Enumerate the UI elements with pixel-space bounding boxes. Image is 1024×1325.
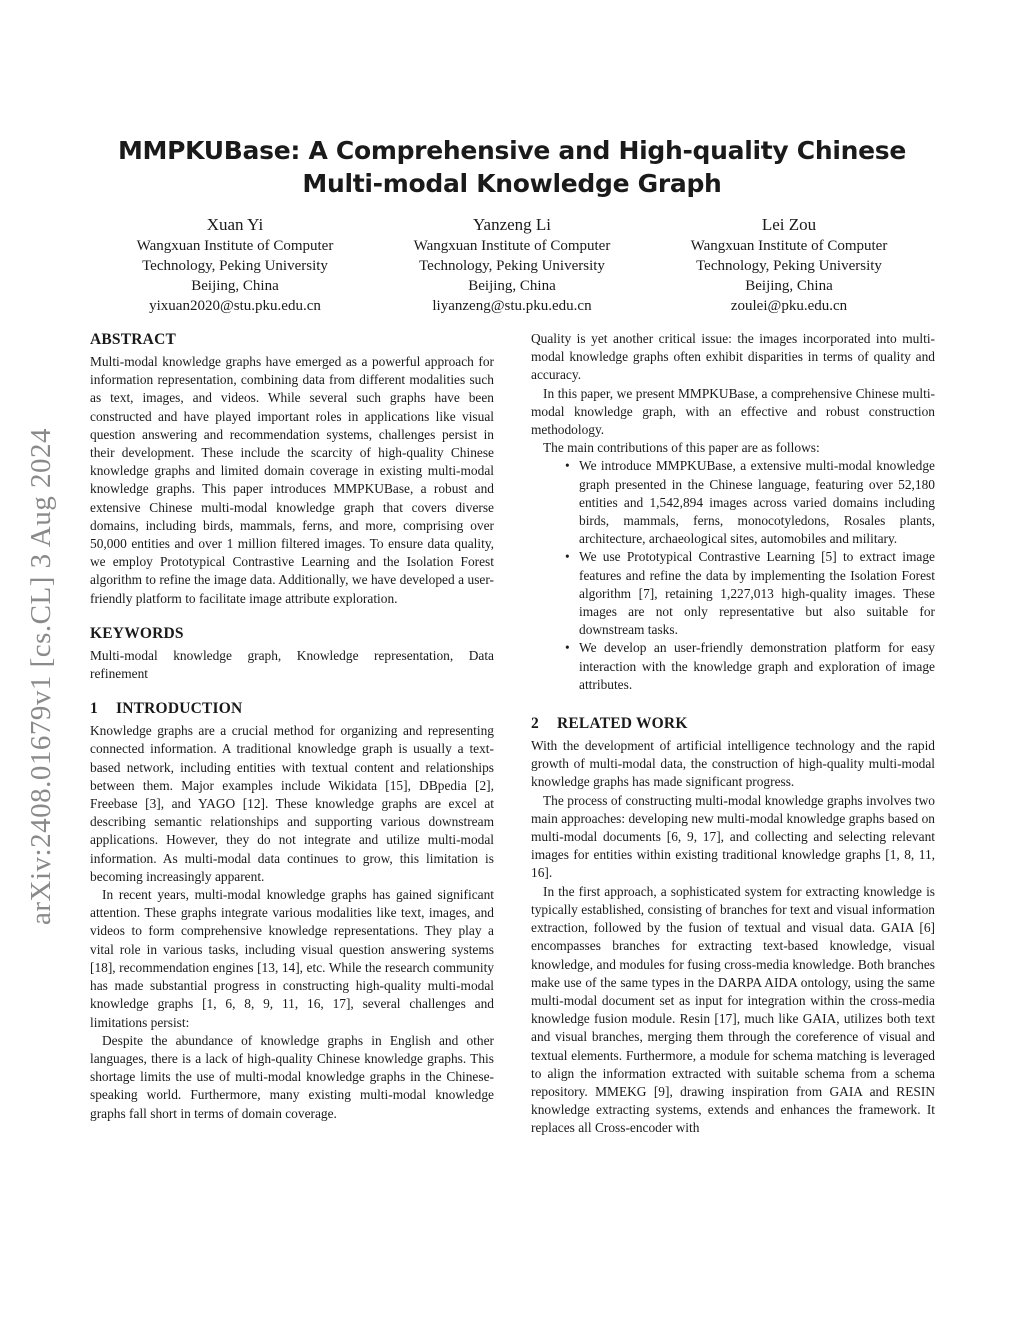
related-work-heading bbox=[531, 714, 935, 734]
author-affiliation: Technology, Peking University bbox=[419, 258, 605, 274]
author-email[interactable]: zoulei@pku.edu.cn bbox=[730, 298, 848, 314]
paragraph: In the first approach, a sophisticated system for extracting knowledge is typically established, consisting of branches for text and visual information extraction, followed by the fusion of textual and visual data. GAIA [6] encompasses branches for extracting text-based knowledge, visual knowledge, and modules for fusing cross-media knowledge. Both branches make use of the same types in the DARPA AIDA ontology, using the same multi-modal document set as input for integration within the cross-media knowledge fusion module. Resin [17], much like GAIA, utilizes both text and visual branches, merging them through the coreference of visual and textual elements. Furthermore, a module for schema matching is leveraged to align the information extracted with suitable schema from a schema repository. MMEKG [9], drawing inspiration from GAIA and RESIN knowledge extracting systems, extends and enhances the framework. It replaces all Cross-encoder with bbox=[531, 883, 935, 1136]
right-column bbox=[531, 330, 935, 1138]
keywords-text: Multi-modal knowledge graph, Knowledge representation, Data refinement bbox=[90, 647, 494, 682]
author-affiliation: Technology, Peking University bbox=[142, 258, 328, 274]
author-name: Lei Zou bbox=[761, 215, 817, 234]
paragraph: The process of constructing multi-modal knowledge graphs involves two main approaches: developing new multi-modal knowledge graphs based on multi-modal documents [6, 9, 17], and collecting and selecting relevant images for entities within existing traditional knowledge graphs [1, 8, 11, 16]. bbox=[531, 792, 935, 881]
list-item: • We introduce MMPKUBase, a extensive multi-modal knowledge graph presented in the Chinese language, featuring over 52,180 entities and 1,542,894 images across varied domains including birds, mammals, ferns, monocotyledons, Rosales plants, architecture, archaeological sites, automobiles and military. bbox=[579, 457, 935, 548]
author-affiliation: Wangxuan Institute of Computer bbox=[136, 238, 334, 254]
arxiv-identifier: arXiv:2408.01679v1 [cs.CL] 3 Aug 2024 bbox=[25, 428, 57, 925]
paragraph: In recent years, multi-modal knowledge graphs has gained significant attention. These graphs integrate various modalities like text, images, and videos to form comprehensive knowledge representations. They play a vital role in various tasks, including visual question answering systems [18], recommendation engines [13, 14], etc. While the research community has made substantial progress in constructing high-quality multi-modal knowledge graphs [1, 6, 8, 9, 11, 16, 17], several challenges and limitations persist: bbox=[90, 887, 494, 1030]
section-number: 2 bbox=[531, 715, 539, 733]
paper-title: MMPKUBase: A Comprehensive and High-quality Chinese Multi-modal Knowledge Graph bbox=[117, 136, 907, 198]
paragraph: With the development of artificial intelligence technology and the rapid growth of multi-modal data, the construction of high-quality multi-modal knowledge graphs has made significant progress. bbox=[531, 738, 935, 790]
contributions-list bbox=[531, 457, 935, 694]
author-location: Beijing, China bbox=[468, 278, 556, 294]
author-affiliation: Technology, Peking University bbox=[696, 258, 882, 274]
author-name: Yanzeng Li bbox=[472, 215, 552, 234]
author bbox=[654, 213, 924, 316]
paragraph: Knowledge graphs are a crucial method for organizing and representing connected information. A traditional knowledge graph is usually a text-based network, including entities with textual content and relationships between them. Major examples include Wikidata [15], DBpedia [2], Freebase [3], and YAGO [12]. These knowledge graphs are excel at describing semantic relationships and supporting various downstream applications. However, they do not integrate and utilize multi-modal information. As multi-modal data continues to grow, this limitation is becoming increasingly apparent. bbox=[90, 723, 494, 884]
author-block bbox=[100, 213, 924, 316]
list-item: • We use Prototypical Contrastive Learning [5] to extract image features and refine the data by implementing the Isolation Forest algorithm [7], retaining 1,227,013 high-quality images. These images are not only representative but also suitable for downstream tasks. bbox=[579, 548, 935, 639]
author-email[interactable]: liyanzeng@stu.pku.edu.cn bbox=[432, 298, 592, 314]
paragraph: Quality is yet another critical issue: the images incorporated into multi-modal knowledge graphs often exhibit disparities in terms of quality and accuracy. bbox=[531, 331, 935, 383]
section-number: 1 bbox=[90, 700, 98, 718]
author-location: Beijing, China bbox=[191, 278, 279, 294]
abstract-heading: ABSTRACT bbox=[90, 331, 177, 348]
paragraph: Despite the abundance of knowledge graphs in English and other languages, there is a lack of high-quality Chinese knowledge graphs. This shortage limits the use of multi-modal knowledge graphs in the Chinese-speaking world. Furthermore, many existing multi-modal knowledge graphs fall short in terms of domain coverage. bbox=[90, 1032, 494, 1121]
paragraph: The main contributions of this paper are as follows: bbox=[543, 440, 820, 456]
section-title: INTRODUCTION bbox=[116, 700, 243, 718]
section-title: RELATED WORK bbox=[557, 715, 688, 733]
paragraph: In this paper, we present MMPKUBase, a comprehensive Chinese multi-modal knowledge graph, with an effective and robust construction methodology. bbox=[531, 385, 935, 438]
author-email[interactable]: yixuan2020@stu.pku.edu.cn bbox=[149, 298, 321, 314]
introduction-heading bbox=[90, 699, 494, 719]
author bbox=[100, 213, 370, 316]
author-affiliation: Wangxuan Institute of Computer bbox=[413, 238, 611, 254]
left-column bbox=[90, 330, 494, 1123]
abstract-text: Multi-modal knowledge graphs have emerged as a powerful approach for information representation, combining data from different modalities such as text, images, and videos. While several such graphs have been constructed and have played important roles in applications like visual question answering and recommendation systems, challenges persist in their development. These include the scarcity of high-quality Chinese knowledge graphs and limited domain coverage in existing multi-modal knowledge graphs. This paper introduces MMPKUBase, a robust and extensive Chinese multi-modal knowledge graph that covers diverse domains, including birds, mammals, ferns, and more, comprising over 50,000 entities and over 1 million filtered images. To ensure data quality, we employ Prototypical Contrastive Learning and the Isolation Forest algorithm to refine the image data. Additionally, we have developed a user-friendly platform to facilitate image attribute exploration. bbox=[90, 354, 494, 606]
author bbox=[377, 213, 647, 316]
list-item: • We develop an user-friendly demonstration platform for easy interaction with the knowledge graph and exploration of image attributes. bbox=[579, 639, 935, 694]
author-affiliation: Wangxuan Institute of Computer bbox=[690, 238, 888, 254]
keywords-heading: KEYWORDS bbox=[90, 624, 184, 642]
author-location: Beijing, China bbox=[745, 278, 833, 294]
author-name: Xuan Yi bbox=[206, 215, 264, 234]
